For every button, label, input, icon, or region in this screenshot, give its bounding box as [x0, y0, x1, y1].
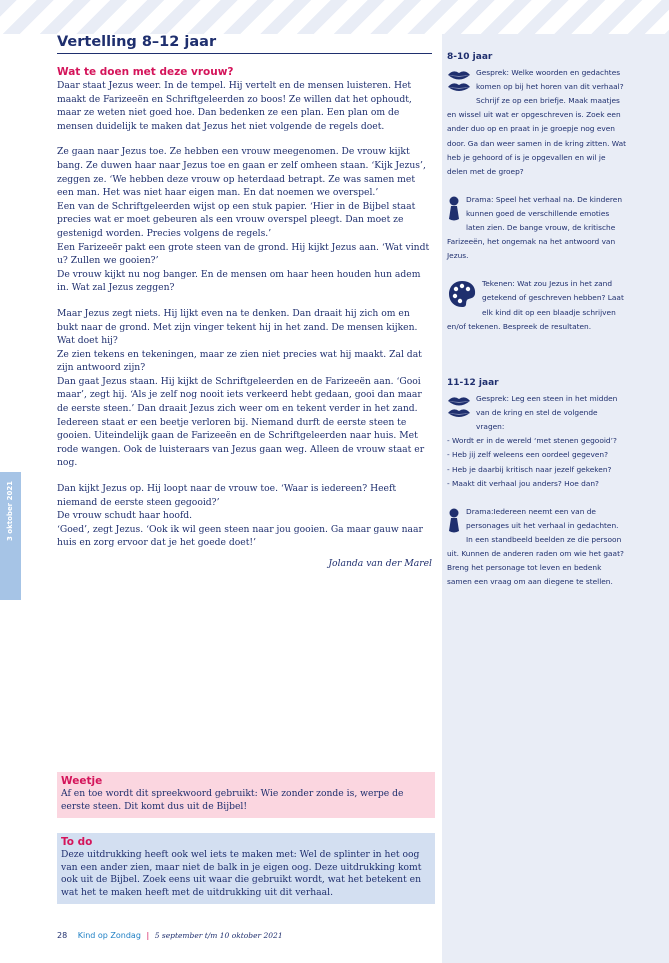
- weetje-text: Af en toe wordt dit spreekwoord gebruikt: Wie zonder zonde is, werpe de eerste steen. Dit komt dus uit de Bijbel!: [61, 788, 404, 812]
- activity-gesprek: [447, 392, 627, 434]
- question-list: [447, 434, 627, 490]
- age-heading: 11-12 jaar: [447, 378, 499, 388]
- story-subheading: Wat te doen met deze vrouw?: [57, 66, 234, 78]
- activity-drama: [447, 505, 627, 590]
- story-text: [57, 79, 432, 550]
- sidebar-section-11-12: [447, 376, 627, 589]
- story-paragraph: Maar Jezus zegt niets. Hij lijkt even na te denken. Dan draait hij zich om en bukt naar de grond. Met zijn vinger tekent hij in het zand. De mensen kijken. Wat doet hij? Ze zien tekens en tekeningen, maar ze zien niet precies wat hij maakt. Zal dat zijn antwoord zijn? Dan gaat Jezus staan. Hij kijkt de Schriftgeleerden en de Farizeeën aan. ‘Gooi maar’, zegt hij. ‘Als je zelf nog nooit iets verkeerd hebt gedaan, gooi dan maar de eerste steen.’ Dan draait Jezus zich weer om en tekent verder in het zand. Iedereen staat er een beetje verloren bij. Niemand durft de eerste steen te gooien. Uiteindelijk gaan de Farizeeën en de Schriftgeleerden naar huis. Met rode wangen. Ook de luisteraars van Jezus gaan weg. Alleen de vrouw staat er nog.: [57, 307, 425, 469]
- drama-text: Drama:Iedereen neemt een van de personages uit het verhaal in gedachten. In een standbeeld beelden ze die persoon uit. Kunnen de anderen raden om wie het gaat? Breng het personage tot leven en bedenk samen een vraag om aan diegene te stellen.: [447, 506, 624, 587]
- pawn-icon: [447, 507, 461, 540]
- activity-drama: [447, 193, 627, 263]
- weetje-box: [57, 772, 435, 818]
- todo-text: Deze uitdrukking heeft ook wel iets te maken met: Wel de splinter in het oog van een ander zien, maar niet de balk in je eigen oog. Deze uitdrukking komt ook uit de Bijbel. Zoek eens uit waar die gebruikt wordt, wat het betekent en wat het te maken heeft met de uitdrukking uit dit verhaal.: [61, 849, 422, 898]
- author-name: Jolanda van der Marel: [328, 558, 432, 569]
- gesprek-text: Gesprek: Welke woorden en gedachtes komen op bij het horen van dit verhaal? Schrijf ze op een briefje. Maak maatjes en wissel uit wat er opgeschreven is. Zoek een ander duo op en praat in je groepje nog even door. Ga dan weer samen in de kring zitten. Wat heb je gehoord of is je opgevallen en wil je delen met de groep?: [447, 68, 627, 176]
- footer-separator: |: [146, 931, 150, 940]
- date-tab-label: 3 oktober 2021: [6, 480, 14, 541]
- decorative-stripes: [0, 0, 669, 34]
- lips-icon: [447, 68, 471, 99]
- todo-heading: To do: [61, 836, 93, 848]
- age-heading: 8-10 jaar: [447, 52, 493, 62]
- lips-icon: [447, 394, 471, 425]
- story-paragraph: Ze gaan naar Jezus toe. Ze hebben een vrouw meegenomen. De vrouw kijkt bang. Ze duwen haar naar Jezus toe en gaan er zelf omheen staan. ‘Kijk Jezus’, zeggen ze. ‘We hebben deze vrouw op heterdaad betrapt. Ze was samen met een man. Het was niet haar eigen man. En dat noemen we overspel.’ Een van de Schriftgeleerden wijst op een stuk papier. ‘Hier in de Bijbel staat precies wat er moet gebeuren als een vrouw overspel pleegt. Dan moet ze gestenigd worden. Precies volgens de regels.’ Een Farizeeër pakt een grote steen van de grond. Hij kijkt Jezus aan. ‘Wat vindt u? Zullen we gooien?’ De vrouw kijkt nu nog banger. En de mensen om haar heen houden hun adem in. Wat zal Jezus zeggen?: [57, 146, 430, 294]
- list-item: - Wordt er in de wereld ‘met stenen gegooid’?: [447, 436, 617, 446]
- activity-tekenen: [447, 277, 627, 333]
- page-title: Vertelling 8–12 jaar: [57, 34, 432, 54]
- sidebar-section-8-10: [447, 50, 627, 334]
- footer-dates: 5 september t/m 10 oktober 2021: [154, 931, 283, 940]
- pawn-icon: [447, 195, 461, 228]
- story-paragraph: Dan kijkt Jezus op. Hij loopt naar de vrouw toe. ‘Waar is iedereen? Heeft niemand de eerste steen gegooid?’ De vrouw schudt haar hoofd. ‘Goed’, zegt Jezus. ‘Ook ik wil geen steen naar jou gooien. Ga maar gauw naar huis en zorg ervoor dat je het goede doet!’: [57, 483, 423, 549]
- page-footer: [57, 931, 283, 940]
- weetje-heading: Weetje: [61, 775, 103, 787]
- brand-name: Kind op Zondag: [77, 931, 141, 940]
- tekenen-text: Tekenen: Wat zou Jezus in het zand getekend of geschreven hebben? Laat elk kind dit op een blaadje schrijven en/of tekenen. Bespreek de resultaten.: [447, 279, 624, 331]
- page-number: 28: [57, 931, 68, 940]
- palette-icon: [447, 279, 477, 314]
- list-item: - Maakt dit verhaal jou anders? Hoe dan?: [447, 478, 599, 488]
- list-item: - Heb jij zelf weleens een oordeel gegeven?: [447, 450, 608, 460]
- gesprek-text: Gesprek: Leg een steen in het midden van de kring en stel de volgende vragen:: [476, 394, 618, 432]
- story-paragraph: Daar staat Jezus weer. In de tempel. Hij vertelt en de mensen luisteren. Het maakt de Farizeeën en Schriftgeleerden zo boos! Ze willen dat het ophoudt, maar ze weten niet goed hoe. Dan bedenken ze een plan. Een plan om de mensen duidelijk te maken dat Jezus het niet volgende de regels doet.: [57, 80, 412, 132]
- todo-box: [57, 833, 435, 904]
- main-column: [57, 34, 432, 569]
- drama-text: Drama: Speel het verhaal na. De kinderen kunnen goed de verschillende emoties laten zien. De bange vrouw, de kritische Farizeeën, het ongemak na het antwoord van Jezus.: [447, 194, 623, 261]
- date-tab: [0, 472, 21, 600]
- list-item: - Heb je daarbij kritisch naar jezelf gekeken?: [447, 464, 612, 474]
- activity-gesprek: [447, 66, 627, 179]
